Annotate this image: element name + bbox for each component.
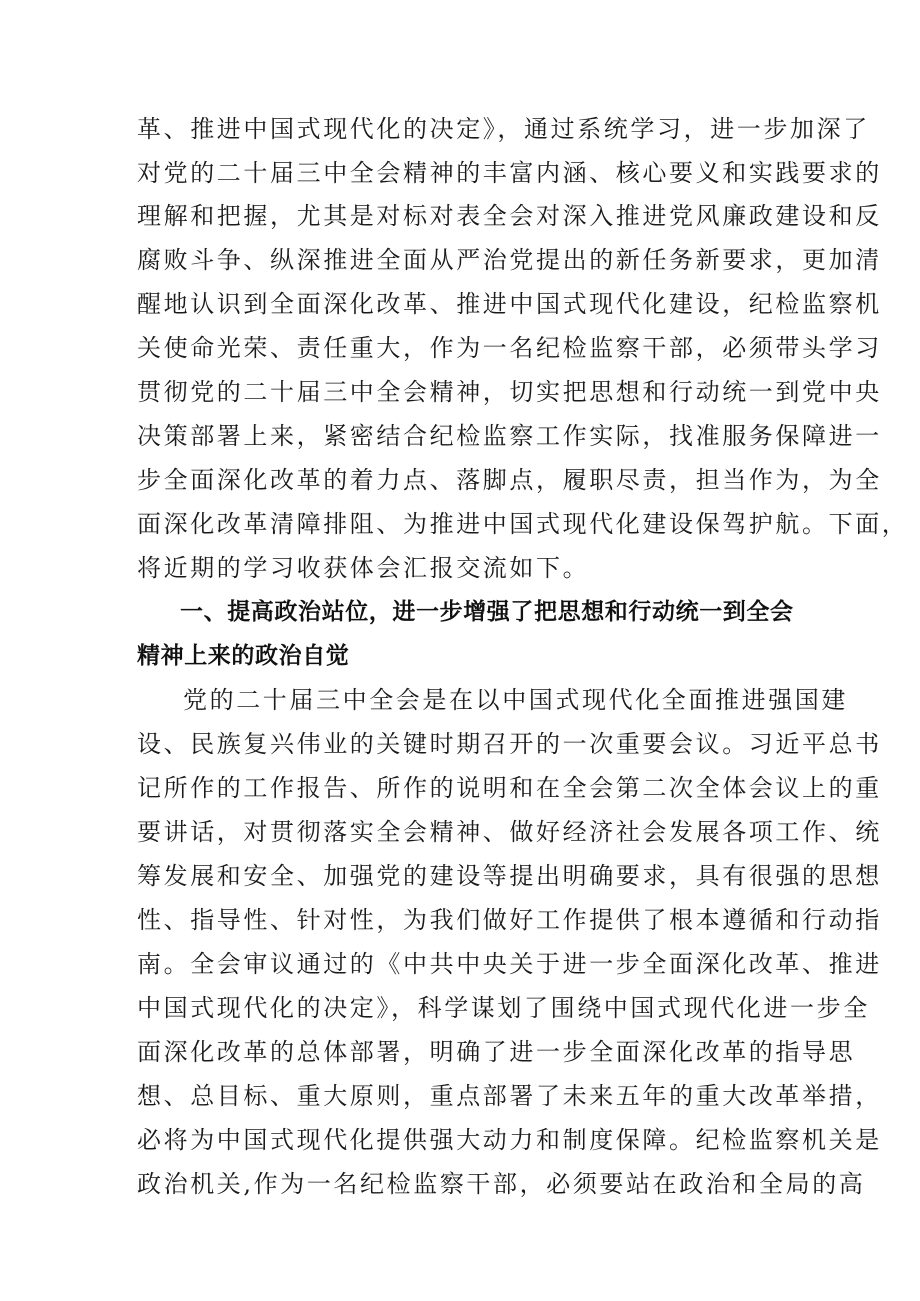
paragraph-line: 面深化改革清障排阻、为推进中国式现代化建设保驾护航。下面， [137,510,909,538]
paragraph-line: 贯彻党的二十届三中全会精神，切实把思想和行动统一到党中央 [137,378,882,406]
paragraph-line: 筹发展和安全、加强党的建设等提出明确要求，具有很强的思想 [137,862,882,890]
paragraph-line: 步全面深化改革的着力点、落脚点，履职尽责，担当作为，为全 [137,466,882,494]
section-heading: 一、提高政治站位，进一步增强了把思想和行动统一到全会 [180,599,794,625]
paragraph-line: 决策部署上来，紧密结合纪检监察工作实际，找准服务保障进一 [137,422,882,450]
section-heading: 精神上来的政治自觉 [137,643,350,669]
paragraph-line: 对党的二十届三中全会精神的丰富内涵、核心要义和实践要求的 [137,159,882,187]
paragraph-line: 政治机关,作为一名纪检监察干部，必须要站在政治和全局的高 [137,1170,866,1198]
paragraph-line: 理解和把握，尤其是对标对表全会对深入推进党风廉政建设和反 [137,202,882,230]
paragraph-line: 醒地认识到全面深化改革、推进中国式现代化建设，纪检监察机 [137,290,882,318]
paragraph-line: 腐败斗争、纵深推进全面从严治党提出的新任务新要求，更加清 [137,246,882,274]
paragraph-line: 党的二十届三中全会是在以中国式现代化全面推进强国建 [183,686,848,714]
paragraph-line: 关使命光荣、责任重大，作为一名纪检监察干部，必须带头学习 [137,334,882,362]
paragraph-line: 面深化改革的总体部署，明确了进一步全面深化改革的指导思 [137,1038,856,1066]
paragraph-line: 将近期的学习收获体会汇报交流如下。 [137,554,590,582]
paragraph-line: 设、民族复兴伟业的关键时期召开的一次重要会议。习近平总书 [137,730,882,758]
paragraph-line: 必将为中国式现代化提供强大动力和制度保障。纪检监察机关是 [137,1126,882,1154]
paragraph-line: 记所作的工作报告、所作的说明和在全会第二次全体会议上的重 [137,774,882,802]
paragraph-line: 南。全会审议通过的《中共中央关于进一步全面深化改革、推进 [137,950,882,978]
paragraph-line: 想、总目标、重大原则，重点部署了未来五年的重大改革举措， [137,1082,882,1110]
paragraph-line: 中国式现代化的决定》，科学谋划了围绕中国式现代化进一步全 [137,994,870,1022]
paragraph-line: 要讲话，对贯彻落实全会精神、做好经济社会发展各项工作、统 [137,818,882,846]
paragraph-line: 革、推进中国式现代化的决定》，通过系统学习，进一步加深了 [137,115,870,143]
paragraph-line: 性、指导性、针对性，为我们做好工作提供了根本遵循和行动指 [137,906,882,934]
